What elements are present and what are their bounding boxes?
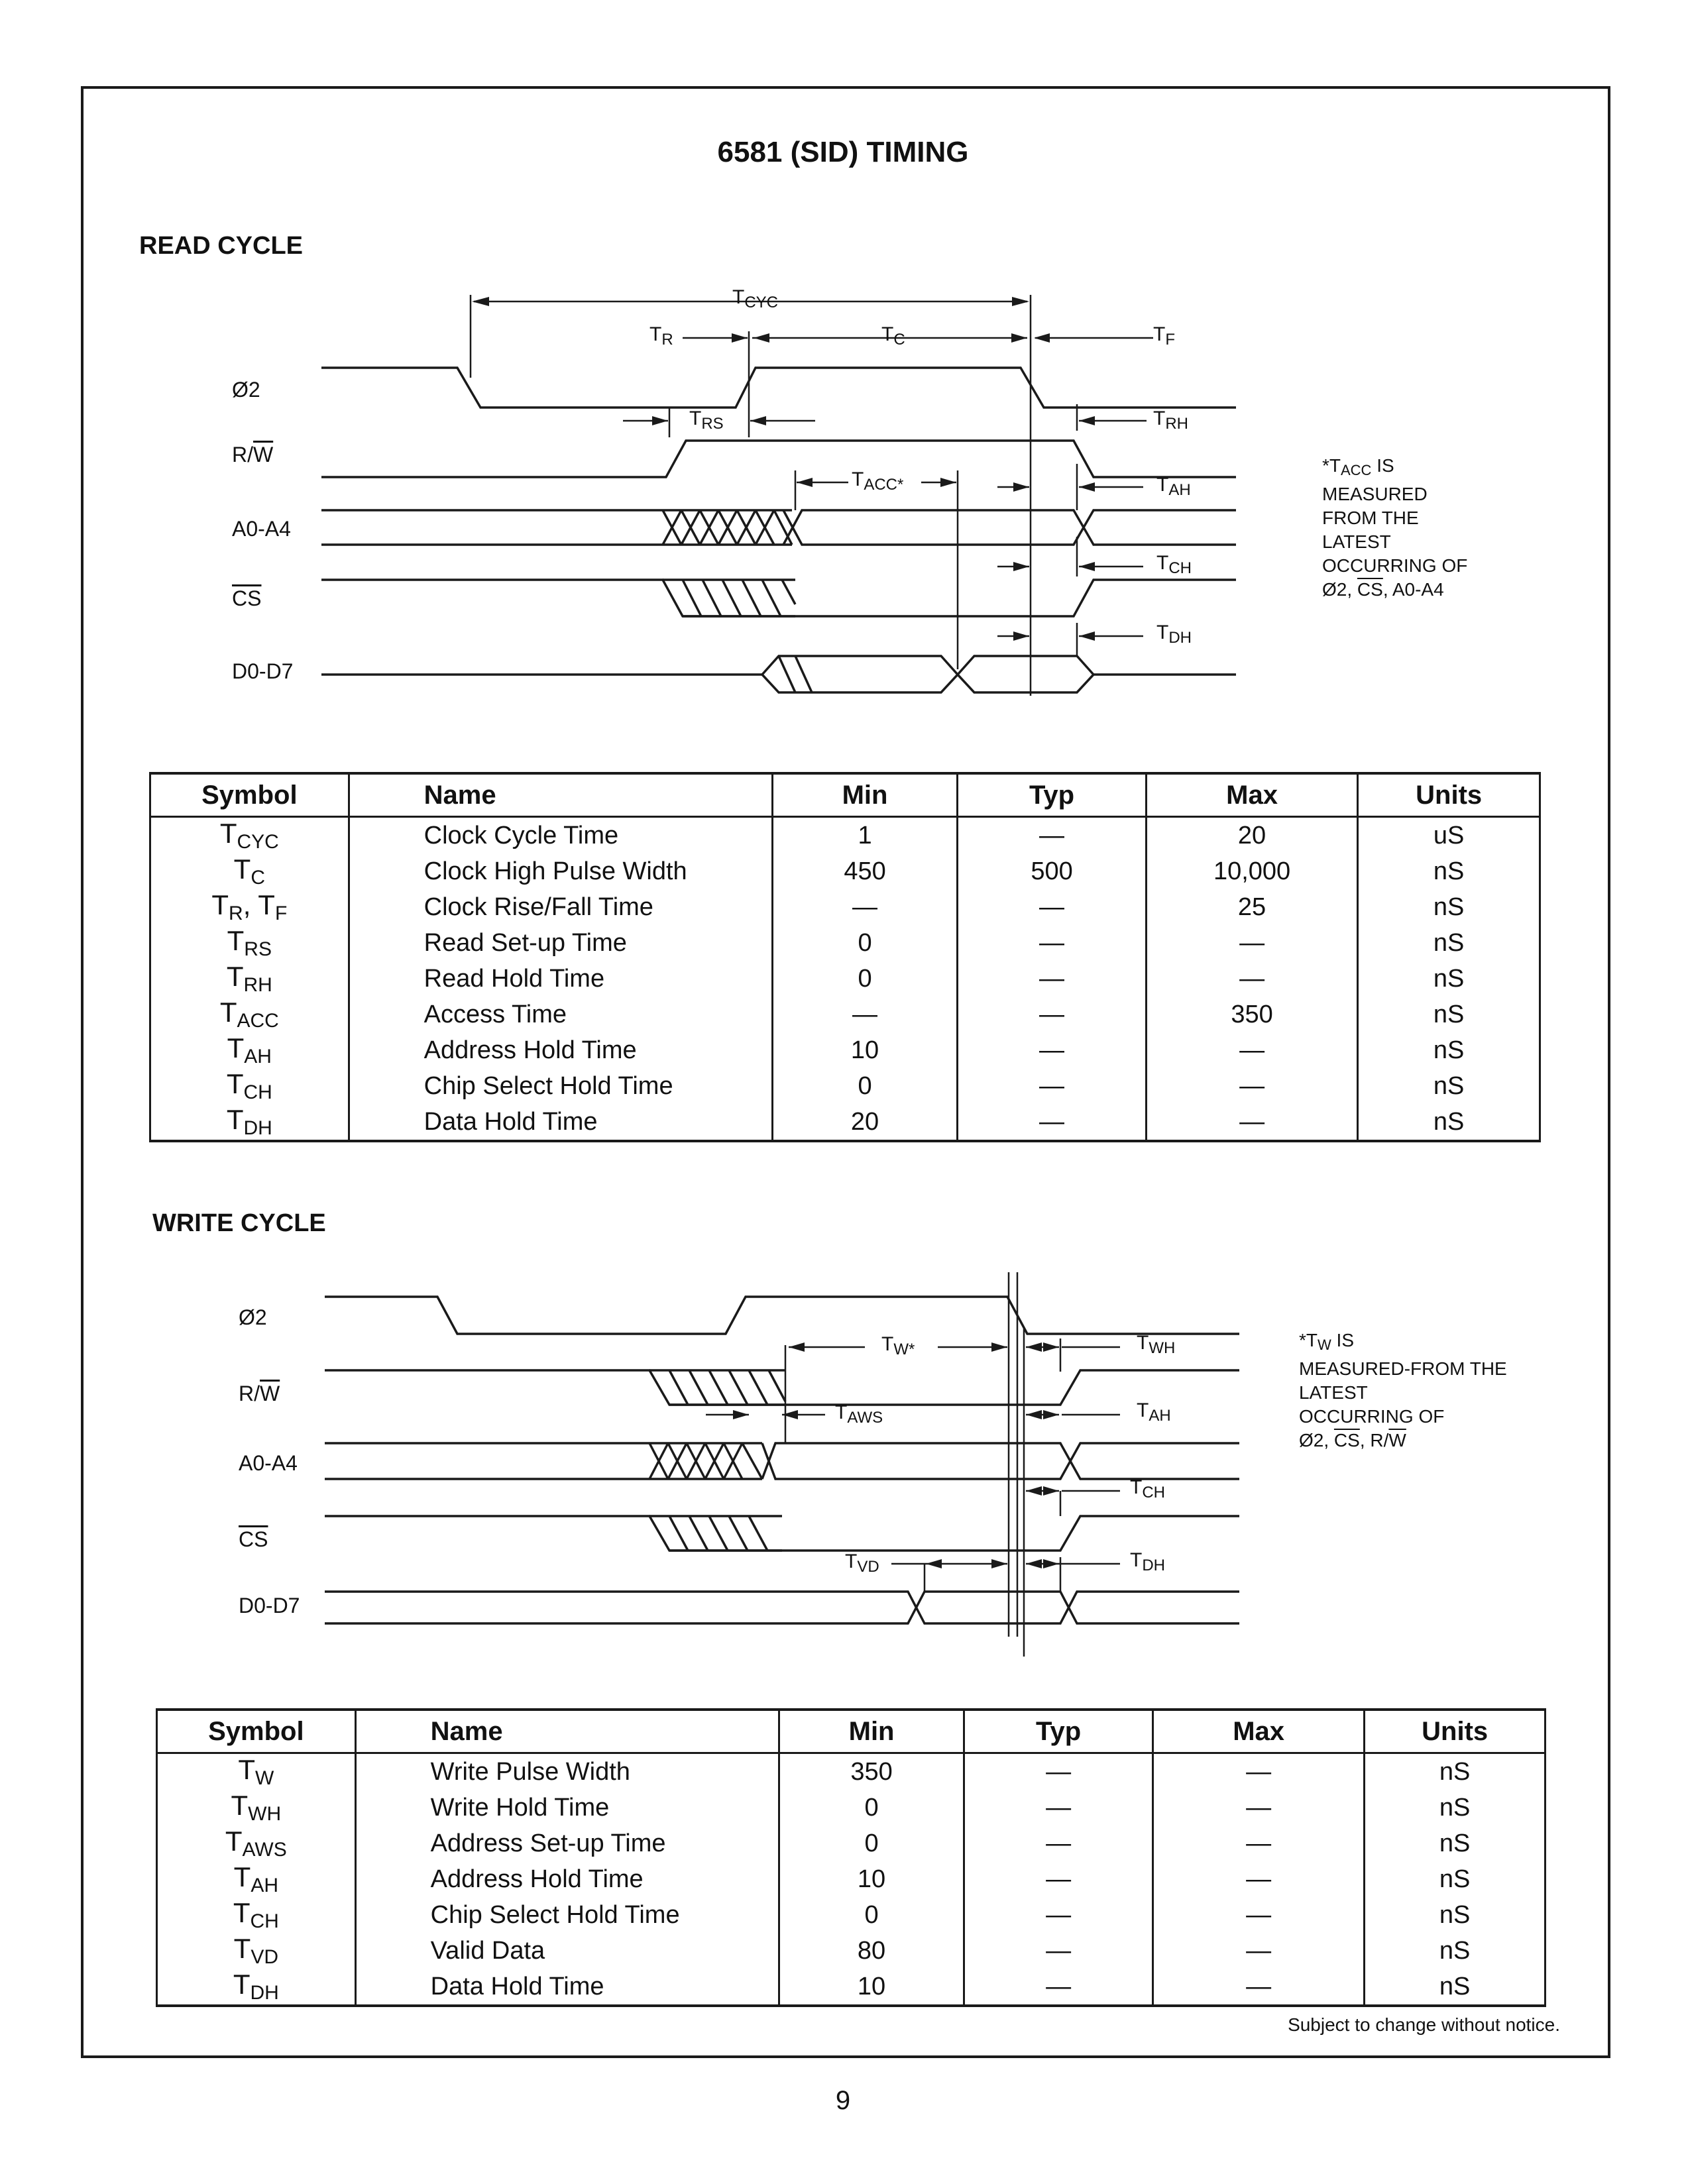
max-cell: — xyxy=(1152,1753,1364,1790)
typ-cell: — xyxy=(964,1897,1153,1933)
label-trh: $T_{RH}$ xyxy=(1153,408,1188,433)
symbol-cell: $T_{VD}$ xyxy=(157,1933,356,1969)
units-cell: uS xyxy=(1358,817,1540,854)
label-tch: $T_{CH}$ xyxy=(1156,552,1192,577)
name-cell: Valid Data xyxy=(355,1933,779,1969)
symbol-cell: $T_R$, $T_F$ xyxy=(150,889,349,925)
col-symbol: Symbol xyxy=(157,1710,356,1753)
min-cell: 0 xyxy=(772,925,958,961)
write-signal-phi2: Ø2 xyxy=(239,1305,267,1329)
name-cell: Read Set-up Time xyxy=(349,925,772,961)
name-cell: Access Time xyxy=(349,997,772,1032)
label-tvd: $T_{VD}$ xyxy=(845,1551,879,1576)
symbol-cell: $T_{RH}$ xyxy=(150,961,349,997)
max-cell: — xyxy=(1146,1032,1358,1068)
name-cell: Address Set-up Time xyxy=(355,1826,779,1861)
name-cell: Data Hold Time xyxy=(349,1104,772,1141)
min-cell: 0 xyxy=(779,1790,964,1826)
units-cell: nS xyxy=(1358,1068,1540,1104)
typ-cell: — xyxy=(958,1104,1147,1141)
units-cell: nS xyxy=(1365,1933,1546,1969)
max-cell: — xyxy=(1152,1897,1364,1933)
typ-cell: — xyxy=(964,1790,1153,1826)
symbol-cell: $T_{DH}$ xyxy=(157,1969,356,2006)
max-cell: — xyxy=(1146,1068,1358,1104)
typ-cell: — xyxy=(958,997,1147,1032)
typ-cell: — xyxy=(958,961,1147,997)
symbol-cell: $T_W$ xyxy=(157,1753,356,1790)
units-cell: nS xyxy=(1358,925,1540,961)
symbol-cell: $T_{AH}$ xyxy=(157,1861,356,1897)
label-tah: $T_{AH}$ xyxy=(1156,474,1191,499)
name-cell: Address Hold Time xyxy=(355,1861,779,1897)
label-tacc: $T_{ACC*}$ xyxy=(852,468,904,494)
footer-note: Subject to change without notice. xyxy=(1288,2014,1560,2035)
name-cell: Data Hold Time xyxy=(355,1969,779,2006)
name-cell: Write Hold Time xyxy=(355,1790,779,1826)
typ-cell: — xyxy=(958,889,1147,925)
page-title: 6581 (SID) TIMING xyxy=(717,136,969,168)
symbol-cell: $T_{AH}$ xyxy=(150,1032,349,1068)
typ-cell: — xyxy=(958,817,1147,854)
typ-cell: — xyxy=(958,1068,1147,1104)
symbol-cell: $T_{ACC}$ xyxy=(150,997,349,1032)
label-tf: $T_F$ xyxy=(1153,323,1175,349)
table-row xyxy=(157,1790,1546,1826)
units-cell: nS xyxy=(1358,853,1540,889)
min-cell: 0 xyxy=(779,1897,964,1933)
min-cell: 80 xyxy=(779,1933,964,1969)
units-cell: nS xyxy=(1365,1897,1546,1933)
name-cell: Clock Cycle Time xyxy=(349,817,772,854)
table-row xyxy=(157,1826,1546,1861)
write-signal-cs: $\overline{CS}$ xyxy=(239,1527,268,1551)
label-taws: $T_{AWS}$ xyxy=(835,1401,883,1427)
max-cell: — xyxy=(1146,1104,1358,1141)
min-cell: 10 xyxy=(779,1969,964,2006)
symbol-cell: $T_{CH}$ xyxy=(157,1897,356,1933)
max-cell: — xyxy=(1146,961,1358,997)
units-cell: nS xyxy=(1358,961,1540,997)
label-tr: $T_R$ xyxy=(649,323,673,349)
min-cell: 0 xyxy=(772,1068,958,1104)
symbol-cell: $T_{DH}$ xyxy=(150,1104,349,1141)
min-cell: 0 xyxy=(772,961,958,997)
units-cell: nS xyxy=(1365,1969,1546,2006)
max-cell: — xyxy=(1152,1933,1364,1969)
label-tw: $T_{W*}$ xyxy=(881,1333,915,1358)
write-signal-address: A0-A4 xyxy=(239,1451,298,1475)
table-row xyxy=(157,1753,1546,1790)
page-number: 9 xyxy=(835,2086,851,2115)
min-cell: 450 xyxy=(772,853,958,889)
col-typ: Typ xyxy=(964,1710,1153,1753)
min-cell: 20 xyxy=(772,1104,958,1141)
units-cell: nS xyxy=(1358,1032,1540,1068)
typ-cell: — xyxy=(964,1861,1153,1897)
table-row xyxy=(157,1861,1546,1897)
read-signal-address: A0-A4 xyxy=(232,517,291,541)
symbol-cell: $T_{WH}$ xyxy=(157,1790,356,1826)
col-max: Max xyxy=(1152,1710,1364,1753)
col-min: Min xyxy=(772,773,958,817)
label-tc: $T_C$ xyxy=(881,323,905,349)
min-cell: 0 xyxy=(779,1826,964,1861)
col-units: Units xyxy=(1365,1710,1546,1753)
units-cell: nS xyxy=(1365,1826,1546,1861)
name-cell: Address Hold Time xyxy=(349,1032,772,1068)
typ-cell: — xyxy=(964,1933,1153,1969)
col-units: Units xyxy=(1358,773,1540,817)
max-cell: — xyxy=(1152,1969,1364,2006)
typ-cell: 500 xyxy=(958,853,1147,889)
table-row xyxy=(157,1933,1546,1969)
name-cell: Clock High Pulse Width xyxy=(349,853,772,889)
units-cell: nS xyxy=(1365,1790,1546,1826)
table-row xyxy=(157,1897,1546,1933)
max-cell: 10,000 xyxy=(1146,853,1358,889)
col-typ: Typ xyxy=(958,773,1147,817)
col-min: Min xyxy=(779,1710,964,1753)
typ-cell: — xyxy=(958,1032,1147,1068)
units-cell: nS xyxy=(1358,997,1540,1032)
units-cell: nS xyxy=(1365,1861,1546,1897)
min-cell: 1 xyxy=(772,817,958,854)
symbol-cell: $T_C$ xyxy=(150,853,349,889)
max-cell: — xyxy=(1152,1826,1364,1861)
max-cell: 25 xyxy=(1146,889,1358,925)
max-cell: — xyxy=(1152,1861,1364,1897)
read-signal-data: D0-D7 xyxy=(232,659,294,683)
name-cell: Clock Rise/Fall Time xyxy=(349,889,772,925)
label-trs: $T_{RS}$ xyxy=(689,408,724,433)
typ-cell: — xyxy=(964,1753,1153,1790)
label-tah-write: $T_{AH}$ xyxy=(1137,1399,1171,1425)
min-cell: 10 xyxy=(779,1861,964,1897)
read-signal-rw: $R/\overline{W}$ xyxy=(232,443,274,466)
min-cell: 10 xyxy=(772,1032,958,1068)
units-cell: nS xyxy=(1358,889,1540,925)
col-name: Name xyxy=(355,1710,779,1753)
min-cell: — xyxy=(772,997,958,1032)
read-signal-phi2: Ø2 xyxy=(232,378,260,402)
read-cycle-heading: READ CYCLE xyxy=(139,232,304,260)
col-max: Max xyxy=(1146,773,1358,817)
label-twh: $T_{WH}$ xyxy=(1137,1332,1176,1357)
write-cycle-table xyxy=(156,1708,1546,2007)
read-signal-cs: $\overline{CS}$ xyxy=(232,586,262,610)
label-tch-write: $T_{CH}$ xyxy=(1130,1476,1165,1502)
units-cell: nS xyxy=(1365,1753,1546,1790)
symbol-cell: $T_{AWS}$ xyxy=(157,1826,356,1861)
max-cell: — xyxy=(1146,925,1358,961)
name-cell: Chip Select Hold Time xyxy=(355,1897,779,1933)
write-signal-data: D0-D7 xyxy=(239,1594,300,1617)
max-cell: 350 xyxy=(1146,997,1358,1032)
table-row xyxy=(157,1969,1546,2006)
min-cell: — xyxy=(772,889,958,925)
symbol-cell: $T_{CYC}$ xyxy=(150,817,349,854)
label-tcyc: $T_{CYC}$ xyxy=(732,286,778,311)
units-cell: nS xyxy=(1358,1104,1540,1141)
typ-cell: — xyxy=(964,1969,1153,2006)
symbol-cell: $T_{RS}$ xyxy=(150,925,349,961)
typ-cell: — xyxy=(958,925,1147,961)
col-symbol: Symbol xyxy=(150,773,349,817)
name-cell: Write Pulse Width xyxy=(355,1753,779,1790)
typ-cell: — xyxy=(964,1826,1153,1861)
read-cycle-footnote: $*T_{ACC}$ IS MEASURED FROM THE LATEST OCCURRING OF Ø2, $\overline{CS}$, A0-A4 xyxy=(1322,455,1468,600)
max-cell: 20 xyxy=(1146,817,1358,854)
col-name: Name xyxy=(349,773,772,817)
min-cell: 350 xyxy=(779,1753,964,1790)
write-cycle-heading: WRITE CYCLE xyxy=(152,1209,326,1237)
write-cycle-footnote: $*T_W$ IS MEASURED-FROM THE LATEST OCCURRING OF Ø2, $\overline{CS}$, $R/\overline{W}$ xyxy=(1299,1330,1507,1450)
label-tdh: $T_{DH}$ xyxy=(1156,622,1192,647)
symbol-cell: $T_{CH}$ xyxy=(150,1068,349,1104)
label-tdh-write: $T_{DH}$ xyxy=(1130,1549,1165,1574)
max-cell: — xyxy=(1152,1790,1364,1826)
name-cell: Chip Select Hold Time xyxy=(349,1068,772,1104)
write-signal-rw: $R/\overline{W}$ xyxy=(239,1382,280,1405)
name-cell: Read Hold Time xyxy=(349,961,772,997)
